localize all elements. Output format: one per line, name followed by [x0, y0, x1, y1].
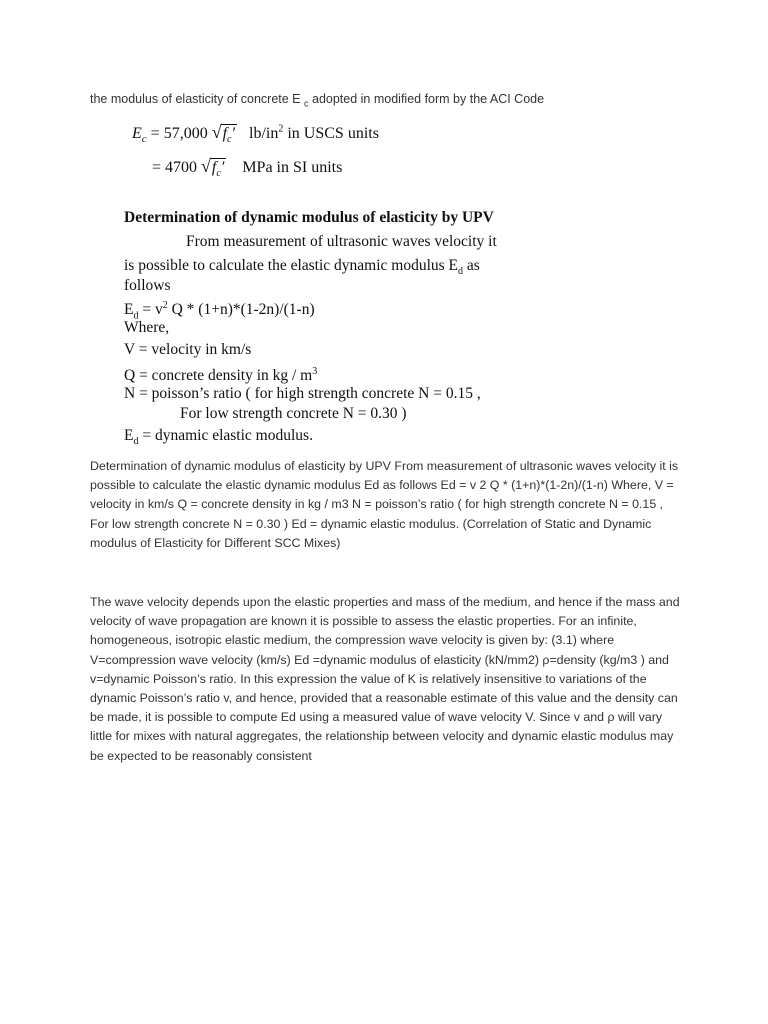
formula-line-si — [152, 156, 342, 179]
upv-eq-sup: 2 — [162, 300, 168, 311]
formula-root-sub: c — [227, 134, 232, 146]
upv-eq-rest: Q * (1+n)*(1-2n)/(1-n) — [167, 301, 315, 319]
upv-q-text: Q = concrete density in kg / m — [124, 367, 313, 385]
upv-where: Where, — [124, 319, 170, 336]
upv-ed-lhs: E — [124, 427, 134, 444]
intro-text-before: the modulus of elasticity of concrete E — [90, 92, 301, 106]
upv-ed-text: = dynamic elastic modulus. — [138, 427, 313, 444]
formula-line-uscs — [132, 122, 379, 145]
formula-root-prime: ′ — [220, 159, 225, 176]
formula-uscs-coefficient: = 57,000 — [146, 125, 212, 142]
sqrt-icon: √ — [201, 156, 211, 176]
upv-ed-definition — [124, 426, 313, 452]
formula-unit-sup: 2 — [278, 123, 284, 135]
upv-eq-lhs: E — [124, 301, 134, 319]
formula-unit-uscs: lb/in — [249, 125, 279, 142]
upv-line-2-text: is possible to calculate the elastic dynamic modulus E — [124, 257, 459, 274]
sqrt-icon: √ — [211, 122, 222, 142]
intro-text-after: adopted in modified form by the ACI Code — [308, 92, 545, 106]
upv-eq-sub: d — [133, 310, 139, 322]
formula-unit-uscs-label: in USCS units — [283, 125, 379, 142]
upv-n-definition: N = poisson’s ratio ( for high strength concrete N = 0.15 , — [124, 385, 481, 402]
paragraph-wave-velocity: The wave velocity depends upon the elastic properties and mass of the medium, and hence if the mass and velocity of wave propagation are known it is possible to assess the elastic properties. For an infinite, homogeneous, isotropic elastic medium, the compression wave velocity is given by: (3.1) where V=compression wave velocity (km/s) Ed =dynamic modulus of elasticity (kN/mm2) ρ=density (kg/m3 ) and v=dynamic Poisson’s ratio. In this expression the value of K is relatively insensitive to variations of the dynamic Poisson’s ratio v, and hence, provided that a reasonable estimate of this value and the density can be made, it is possible to compute Ed using a measured value of wave velocity V. Since v and ρ will vary little for mixes with natural aggregates, the relationship between velocity and dynamic elastic modulus may be expected to be reasonably consistent — [90, 595, 680, 763]
upv-q-sup: 3 — [312, 366, 318, 377]
intro-line — [90, 92, 710, 109]
paragraph-upv-description: Determination of dynamic modulus of elasticity by UPV From measurement of ultrasonic waves velocity it is possible to calculate the elastic dynamic modulus Ed as follows Ed = v 2 Q * (1+n)*(1-2n)/(1-n) Where, V = velocity in km/s Q = concrete density in kg / m3 N = poisson’s ratio ( for high strength concrete N = 0.15 , For low strength concrete N = 0.30 ) Ed = dynamic elastic modulus. (Correlation of Static and Dynamic modulus of Elasticity for Different SCC Mixes) — [90, 459, 679, 550]
intro-subscript: c — [304, 98, 309, 109]
upv-n-definition-2: For low strength concrete N = 0.30 ) — [180, 405, 407, 422]
formula-ec-subscript: c — [141, 133, 147, 146]
formula-si-coefficient: = 4700 — [152, 159, 202, 176]
upv-line-3: follows — [124, 277, 171, 294]
formula-root-fc — [221, 124, 237, 145]
upv-q-definition — [124, 362, 317, 386]
formula-unit-si: MPa in SI units — [242, 159, 343, 176]
formula-root-f: f — [211, 159, 217, 176]
upv-eq-v: = v — [138, 301, 163, 319]
formula-root-prime: ′ — [231, 125, 235, 142]
upv-line-2-sub: d — [458, 266, 464, 278]
formula-root-sub: c — [216, 168, 221, 180]
upv-line-2 — [124, 256, 480, 282]
formula-ec-symbol: E — [132, 125, 142, 142]
upv-line-1: From measurement of ultrasonic waves velocity it — [186, 233, 497, 250]
upv-v-definition: V = velocity in km/s — [124, 341, 252, 358]
formula-root-fc — [210, 158, 226, 179]
upv-title: Determination of dynamic modulus of elasticity by UPV — [124, 209, 494, 226]
formula-root-f: f — [222, 125, 228, 142]
upv-line-2-end: as — [463, 257, 480, 274]
upv-ed-sub: d — [133, 436, 139, 448]
